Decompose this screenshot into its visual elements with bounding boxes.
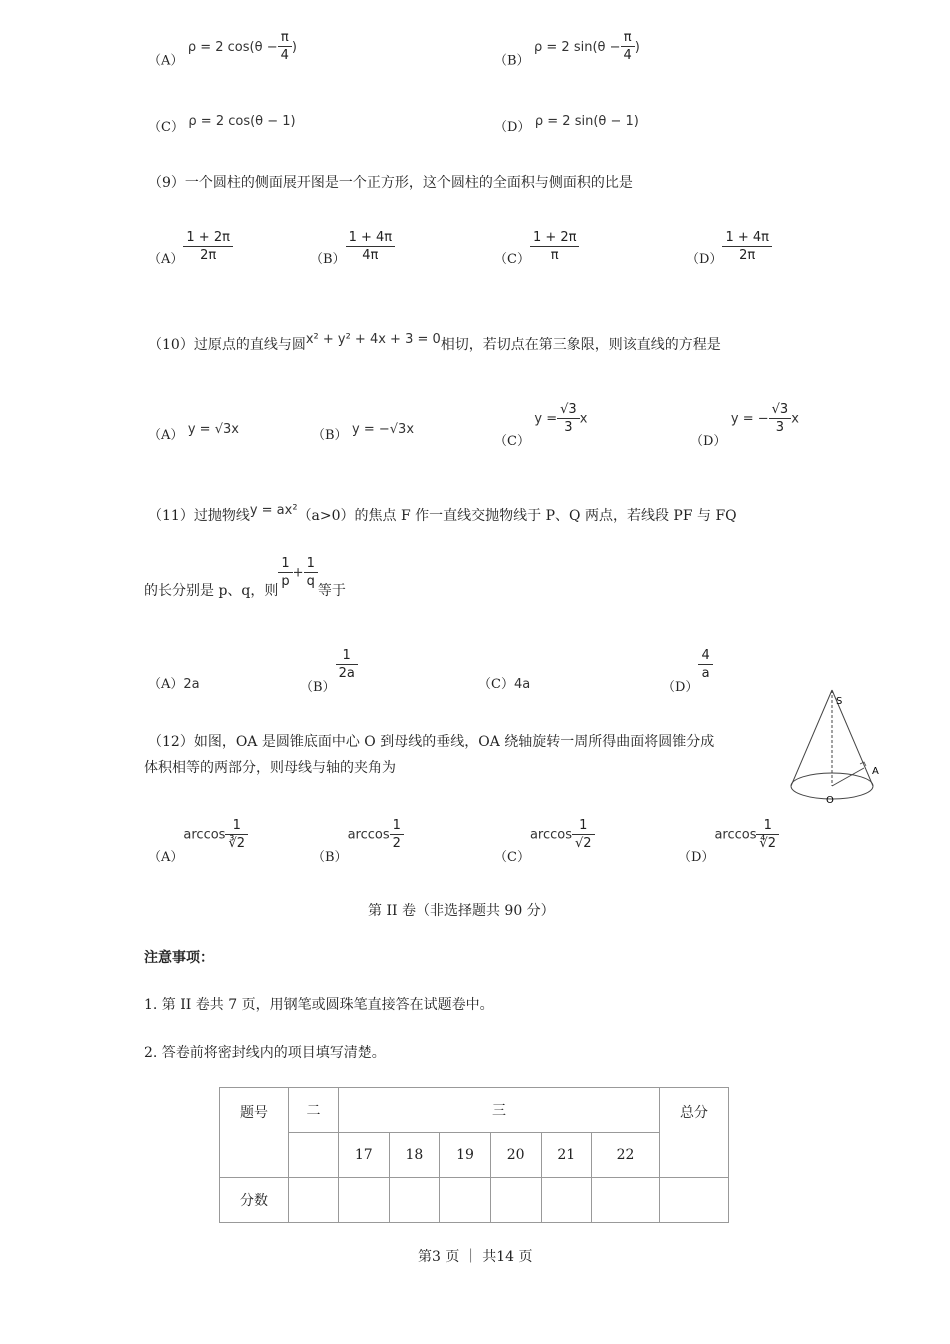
q12-text-line2: 体积相等的两部分，则母线与轴的夹角为 <box>144 760 396 776</box>
blank-cell <box>289 1133 339 1178</box>
score-cell[interactable] <box>289 1178 339 1223</box>
q8-option-a: （A） ρ = 2 cos(θ − $\frac{\pi}{4}$ ) <box>148 30 297 69</box>
option-label: （B） <box>494 53 530 69</box>
q8-option-d: （D） ρ = 2 sin(θ − 1) <box>494 114 639 135</box>
score-cell[interactable] <box>541 1178 592 1223</box>
q12-text-line1: （12）如图，OA 是圆锥底面中心 O 到母线的垂线，OA 绕轴旋转一周所得曲面将圆锥分成 <box>148 734 715 750</box>
note-item: 1. 第 II 卷共 7 页，用钢笔或圆珠笔直接答在试题卷中。 <box>144 997 494 1013</box>
score-cell[interactable] <box>339 1178 390 1223</box>
header-section-two: 二 <box>289 1088 339 1133</box>
q10-text: （10）过原点的直线与圆x² + y² + 4x + 3 = 0相切，若切点在第三象限，则该直线的方程是 <box>148 332 721 353</box>
q11-option-b: （B） $\frac{1}{2a}$ <box>300 648 358 681</box>
q11-text-line2: 的长分别是 p、q，则 $\frac{1}{p}$ + $\frac{1}{q}$ 等于 <box>144 556 346 599</box>
column-22: 22 <box>592 1133 660 1178</box>
q12-option-d: （D）arccos $\frac{1}{∜2}$ <box>678 818 779 851</box>
q12-option-a: （A）arccos $\frac{1}{∛2}$ <box>148 818 248 851</box>
column-21: 21 <box>541 1133 592 1178</box>
q8-option-c: （C） ρ = 2 cos(θ − 1) <box>148 114 296 135</box>
q9-option-d: （D） $\frac{1 + 4\pi}{2\pi}$ <box>686 230 772 263</box>
q11-option-d: （D） $\frac{4}{a}$ <box>662 648 713 681</box>
q12-option-c: （C）arccos $\frac{1}{√2}$ <box>494 818 595 851</box>
parabola-equation: y = ax² <box>249 503 298 518</box>
fraction: $\frac{1 + 2\pi}{2\pi}$ <box>183 230 233 263</box>
segment-oa <box>832 768 864 786</box>
q10-option-c: （C） y = $\frac{√3}{3}$ x <box>494 402 588 449</box>
score-cell[interactable] <box>440 1178 491 1223</box>
column-18: 18 <box>389 1133 440 1178</box>
column-17: 17 <box>339 1133 390 1178</box>
q10-option-a: （A） y = √3x <box>148 422 239 443</box>
fraction: $\frac{\pi}{4}$ <box>621 30 635 63</box>
column-20: 20 <box>490 1133 541 1178</box>
header-question-number: 题号 <box>220 1088 289 1178</box>
fraction: $\frac{\pi}{4}$ <box>278 30 292 63</box>
cone-generatrix-left <box>791 690 832 786</box>
q11-option-c: （C）4a <box>478 677 531 692</box>
score-cell[interactable] <box>389 1178 440 1223</box>
apex-label: S <box>836 696 843 707</box>
q11-text-line1: （11）过抛物线y = ax²（a>0）的焦点 F 作一直线交抛物线于 P、Q 两点，若线段 PF 与 FQ <box>148 503 737 524</box>
point-a-label: A <box>872 766 879 777</box>
score-cell[interactable] <box>592 1178 660 1223</box>
q11-option-a: （A）2a <box>148 677 200 692</box>
score-cell[interactable] <box>490 1178 541 1223</box>
row-score-label: 分数 <box>220 1178 289 1223</box>
q10-option-b: （B） y = −√3x <box>312 422 415 443</box>
point-o-label: O <box>826 795 834 806</box>
option-label: （C） <box>148 120 184 135</box>
header-total: 总分 <box>660 1088 729 1178</box>
column-19: 19 <box>440 1133 491 1178</box>
q9-option-a: （A） $\frac{1 + 2\pi}{2\pi}$ <box>148 230 233 263</box>
q8-option-b: （B） ρ = 2 sin(θ − $\frac{\pi}{4}$ ) <box>494 30 640 69</box>
circle-equation: x² + y² + 4x + 3 = 0 <box>305 332 441 347</box>
part2-title: 第 II 卷（非选择题共 90 分） <box>368 903 555 919</box>
option-label: （D） <box>494 120 531 135</box>
note-item: 2. 答卷前将密封线内的项目填写清楚。 <box>144 1045 386 1061</box>
page-footer: 第3 页 ｜ 共14 页 <box>418 1249 533 1265</box>
fraction: $\frac{√3}{3}$ <box>557 402 580 435</box>
q9-option-b: （B） $\frac{1 + 4\pi}{4\pi}$ <box>310 230 395 263</box>
q10-option-d: （D） y = − $\frac{√3}{3}$ x <box>690 402 799 449</box>
notes-title: 注意事项： <box>144 950 214 966</box>
score-table <box>219 1087 729 1223</box>
fraction: $\frac{1 + 4\pi}{2\pi}$ <box>722 230 772 263</box>
right-angle-mark <box>860 762 866 766</box>
fraction: $\frac{1 + 4\pi}{4\pi}$ <box>346 230 396 263</box>
fraction: $\frac{√3}{3}$ <box>769 402 792 435</box>
q9-option-c: （C） $\frac{1 + 2\pi}{\pi}$ <box>494 230 579 263</box>
q12-option-b: （B）arccos $\frac{1}{2}$ <box>312 818 404 851</box>
option-label: （A） <box>148 53 184 69</box>
header-section-three: 三 <box>339 1088 660 1133</box>
cone-figure <box>786 682 886 812</box>
fraction: $\frac{1 + 2\pi}{\pi}$ <box>530 230 580 263</box>
q9-text: （9）一个圆柱的侧面展开图是一个正方形，这个圆柱的全面积与侧面积的比是 <box>148 175 633 191</box>
score-cell[interactable] <box>660 1178 729 1223</box>
